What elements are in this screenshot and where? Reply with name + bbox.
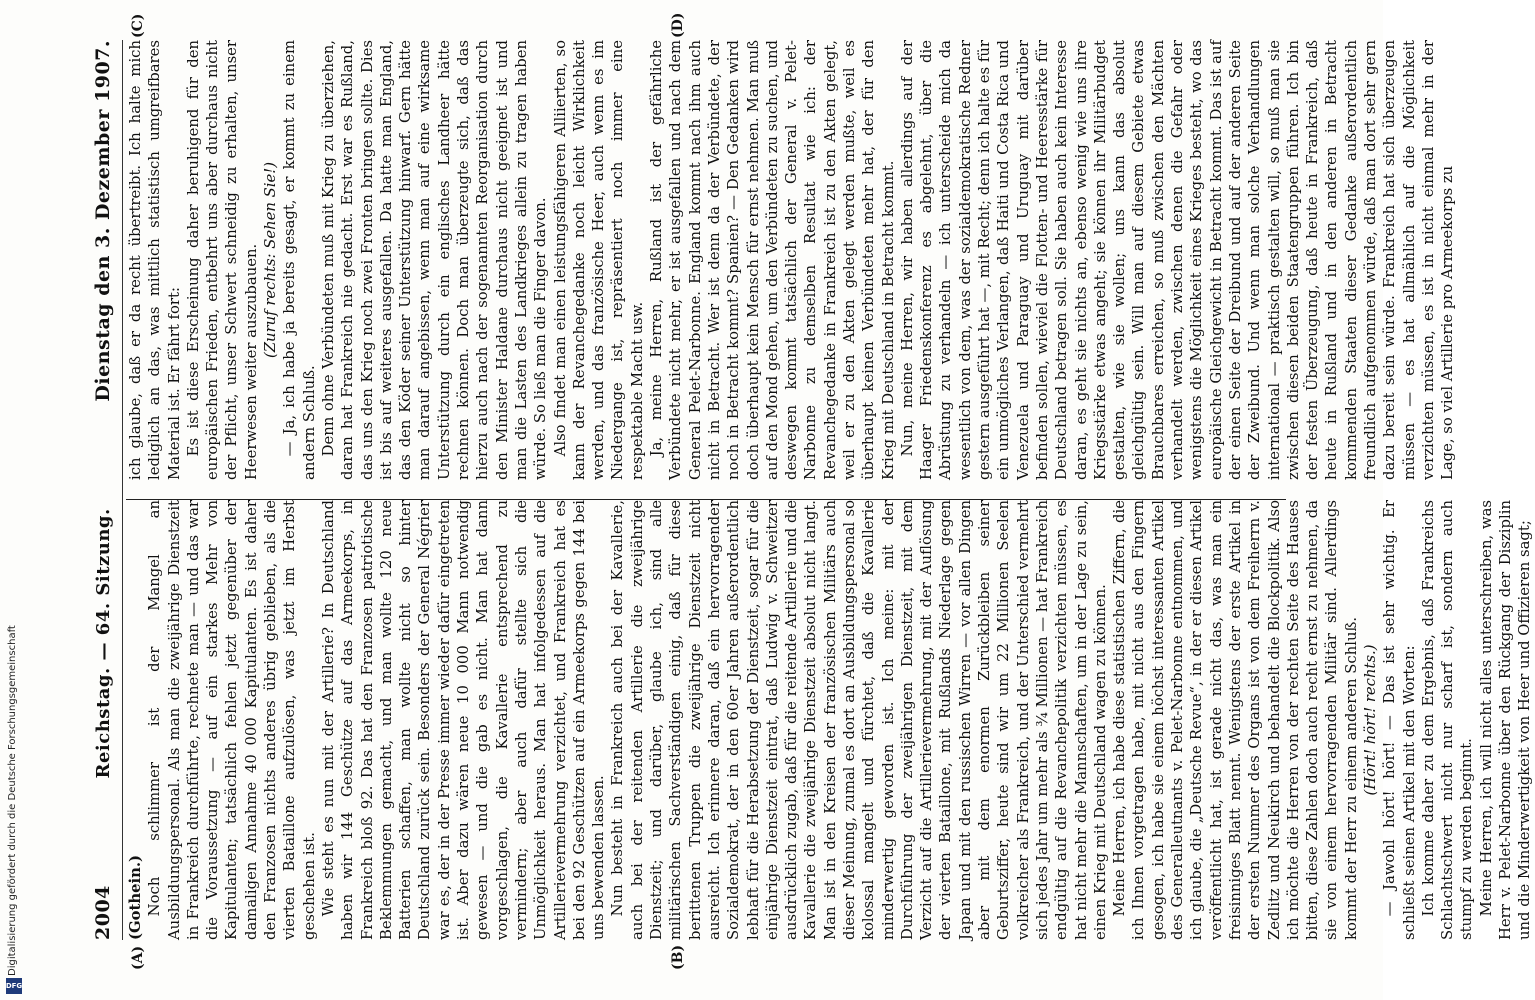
margin-mark-c: (C) — [130, 13, 146, 38]
paragraph: — Ja, ich habe ja bereits gesagt, er kommt zu einem andern Schluß. — [281, 40, 318, 480]
paragraph: Nun besteht in Frankreich auch bei der Kavallerie, auch bei der reitenden Artillerie die zweijährige Dienstzeit; und darüber, glaube ich, sind alle militärischen Sachverständigen einig, daß für diese berittenen Truppen die zweijährige Dienstzeit nicht ausreicht. Ich erinnere daran, daß ein hervorragender Sozialdemokrat, der in den 60er Jahren außerordentlich lebhaft für die Herabsetzung der Dienstzeit, sogar für die einjährige Dienstzeit eintrat, daß Ludwig v. Schweitzer ausdrücklich zugab, daß für die reitende Artillerie und die Kavallerie die zweijährige Dienstzeit absolut nicht langt. Man ist in den Kreisen der französischen Militärs auch dieser Meinung, zumal es dort an Ausbildungspersonal so kolossal mangelt und fürchtet, daß die Kavallerie minderwertig geworden ist. Ich meine: mit der Durchführung der zweijährigen Dienstzeit, mit dem Verzicht auf die Artillerievermehrung, mit der Auflösung der vierten Bataillone, mit Rußlands Niederlage gegen Japan und mit den russischen Wirren — vor allen Dingen aber mit dem enormen Zurückbleiben seiner Geburtsziffer, heute sind wir um 22 Millionen Seelen volkreicher als Frankreich, und der Unterschied vermehrt sich jedes Jahr um mehr als ¾ Millionen — hat Frankreich endgültig auf die Revanchepolitik verzichten müssen, es hat nicht mehr die Mannschaften, um in der Lage zu sein, einen Krieg mit Deutschland wagen zu können. — [609, 500, 1109, 940]
page-number: 2004 — [92, 885, 114, 940]
quotation: Also findet man einen leistungsfähigeren Alliierten, so kann der Revanchegedanke noch leicht Wirklichkeit werden, und das französische Heer, auch wenn es im Niedergange ist, repräsentiert noch immer eine respektable Macht usw. — [551, 40, 646, 480]
page-title: Reichstag. — 64. Sitzung. — [92, 508, 114, 779]
quotation: Denn ohne Verbündeten muß mit Krieg zu überziehen, daran hat Frankreich nie gedacht. Erst war es Rußland, das uns den Krieg noch zwei Fronten bringen sollte. Dies ist bis auf weiteres ausgefallen. Da hatte man England, das den Köder seiner Unterstützung hinwarf. Gern hätte man darauf angebissen, wenn man auf eine wirksame Unterstützung durch ein englisches Landheer hätte rechnen können. Doch man überzeugte sich, daß das hierzu auch nach der sogenannten Reorganisation durch den Minister Haldane durchaus nicht geeignet ist und man die Lasten des Landkrieges allein zu tragen haben würde. So ließ man die Finger davon. — [319, 40, 550, 480]
paragraph: Meine Herren, ich habe diese statistischen Ziffern, die ich Ihnen vorgetragen habe, mit nicht aus den Fingern gesogen, ich habe sie einem höchst interessanten Artikel des Generalleutnants v. Pelet-Narbonne entnommen, und ich glaube, die „Deutsche Revue“, in der er diesen Artikel veröffentlicht hat, ist gerade nicht das, was man ein freisinniges Blatt nennt. Wenigstens der erste Artikel in der ersten Nummer des Organs ist von dem Freiherrn v. Zedlitz und Neukirch und behandelt die Blockpolitik. Also ich möchte die Herren von der rechten Seite des Hauses bitten, diese Zahlen doch auch recht ernst zu nehmen, da sie von einem hervorragenden Militär sind. Allerdings kommt der Herr zu einem anderen Schluß. — [1111, 500, 1360, 940]
footer-credit: Digitalisierung gefördert durch die Deutsche Forschungsgemeinschaft — [7, 625, 18, 976]
page-header — [90, 40, 116, 940]
margin-mark-b: (B) — [670, 944, 686, 970]
paragraph: Noch schlimmer ist der Mangel an Ausbildungspersonal. Als man die zweijährige Dienstzeit in Frankreich durchführte, rechnete man — und das war die Voraussetzung — auf ein starkes Mehr von Kapitulanten; tatsächlich fehlen jetzt gegenüber der damaligen Annahme 40 000 Kapitulanten. Es ist daher den Franzosen nichts anderes übrig geblieben, als die vierten Bataillone aufzulösen, was jetzt im Herbst geschehen ist. — [146, 500, 318, 940]
speaker-name: (Gothein.) — [127, 854, 144, 940]
digitization-footer — [6, 600, 22, 994]
page-date: Dienstag den 3. Dezember 1907. — [92, 40, 114, 402]
column-divider — [126, 499, 1286, 500]
paragraph: — Jawohl hört! hört! — Das ist sehr wichtig. Er schließt seinen Artikel mit den Worten: — [1381, 500, 1418, 940]
paragraph: Meine Herren, ich will nicht alles unterschreiben, was Herr v. Pelet-Narbonne über den Rückgang der Disziplin und die Minderwertigkeit von Heer und Offizieren sagt; — [1477, 500, 1534, 940]
paragraph: Nun, meine Herren, wir haben allerdings auf der Haager Friedenskonferenz es abgelehnt, über die Abrüstung zu verhandeln — ich unterscheide mich da wesentlich von dem, was der sozialdemokratische Redner gestern ausgeführt hat —, mit Recht; denn ich halte es für ein unmögliches Verlangen, daß Haiti und Costa Rica und Venezuela und Paraguay und Uruguay mit darüber befinden sollen, wieviel die Flotten- und Heeresstärke für Deutschland betragen soll. Sie haben auch kein Interesse daran, es geht sie nichts an, ebenso wenig wie uns ihre Kriegsstärke etwas angeht; sie können ihr Militärbudget gestalten, wie sie wollen; uns kann das absolut gleichgültig sein. Will man auf diesem Gebiete etwas Brauchbares erreichen, so muß zwischen den Mächten verhandelt werden, zwischen denen die Gefahr oder wenigstens die Möglichkeit eines Krieges besteht, wo das europäische Gleichgewicht in Betracht kommt. Das ist auf der einen Seite der Dreibund und auf der anderen Seite der Zweibund. Und wenn man solche Verhandlungen international — praktisch gestalten will, so muß man sie zwischen diesen beiden Staatengruppen führen. Ich bin der festen Überzeugung, daß heute in Frankreich, daß heute in Rußland und in den anderen in Betracht kommenden Staaten dieser Gedanke außerordentlich freundlich aufgenommen würde, daß man dort sehr gern dazu bereit sein würde. Frankreich hat sich überzeugen müssen — es hat allmählich auf die Möglichkeit verzichten müssen, es ist in nicht einmal mehr in der Lage, so viel Artillerie pro Armeekorps zu — [898, 40, 1457, 480]
header-rule — [122, 40, 123, 940]
paragraph: Wie steht es nun mit der Artillerie? In Deutschland haben wir 144 Geschütze auf das Armeekorps, in Frankreich bloß 92. Das hat den Franzosen patriotische Beklemmungen gemacht, und man wollte 120 neue Batterien schaffen, man wollte nicht so hinter Deutschland zurück sein. Besonders der General Négrier war es, der in der Presse immer wieder dafür eingetreten ist. Aber dazu wären neue 10 000 Mann notwendig gewesen — und die gab es nicht. Man hat dann vorgeschlagen, die Kavallerie entsprechend zu vermindern; aber auch dafür stellte sich die Unmöglichkeit heraus. Man hat infolgedessen auf die Artillerievermehrung verzichtet, und Frankreich hat es bei den 92 Geschützen auf ein Armeekorps gegen 144 bei uns bewenden lassen. — [319, 500, 608, 940]
margin-mark-d: (D) — [670, 12, 686, 38]
paragraph: ich glaube, daß er da recht übertreibt. Ich halte mich lediglich an das, was mittlich statistisch umgreifbares Material ist. Er fährt fort: — [127, 40, 183, 480]
quotation: Ich komme daher zu dem Ergebnis, daß Frankreichs Schlachtschwert nicht nur scharf ist, sondern auch stumpf zu werden beginnt. — [1419, 500, 1476, 940]
interjection: (Hört! hört! rechts.) — [1362, 644, 1379, 796]
quotation: Es ist diese Erscheinung daher beruhigend für den europäischen Frieden, entbehrt uns aber durchaus nicht der Pflicht, unser Schwert schneidig zu erhalten, unser Heerwesen weiter auszubauen. — [184, 40, 260, 480]
margin-mark-a: (A) — [130, 945, 146, 970]
right-column — [126, 40, 1457, 480]
interjection: (Zuruf rechts: Sehen Sie!) — [262, 162, 280, 359]
dfg-logo: DFG — [6, 978, 22, 994]
paragraph: Ja, meine Herren, Rußland ist der gefährliche Verbündete nicht mehr, er ist ausgefallen und nach dem General Pelet-Narbonne. England kommt nach ihm auch nicht in Betracht. Wer ist denn da der Verbündete, der noch in Betracht kommt? Spanien? — Den Gedanken wird doch überhaupt kein Mensch für ernst nehmen. Man muß auf den Mond gehen, um den Verbündeten zu suchen, und deswegen kommt tatsächlich der General v. Pelet-Narbonne zu demselben Resultat wie ich: der Revanchegedanke in Frankreich ist zu den Akten gelegt, weil er zu den Akten gelegt werden mußte, weil es überhaupt keinen Verbündeten mehr hat, der für den Krieg mit Deutschland in Betracht kommt. — [648, 40, 897, 480]
left-column — [126, 500, 1534, 940]
rotated-page — [30, 0, 1534, 1000]
